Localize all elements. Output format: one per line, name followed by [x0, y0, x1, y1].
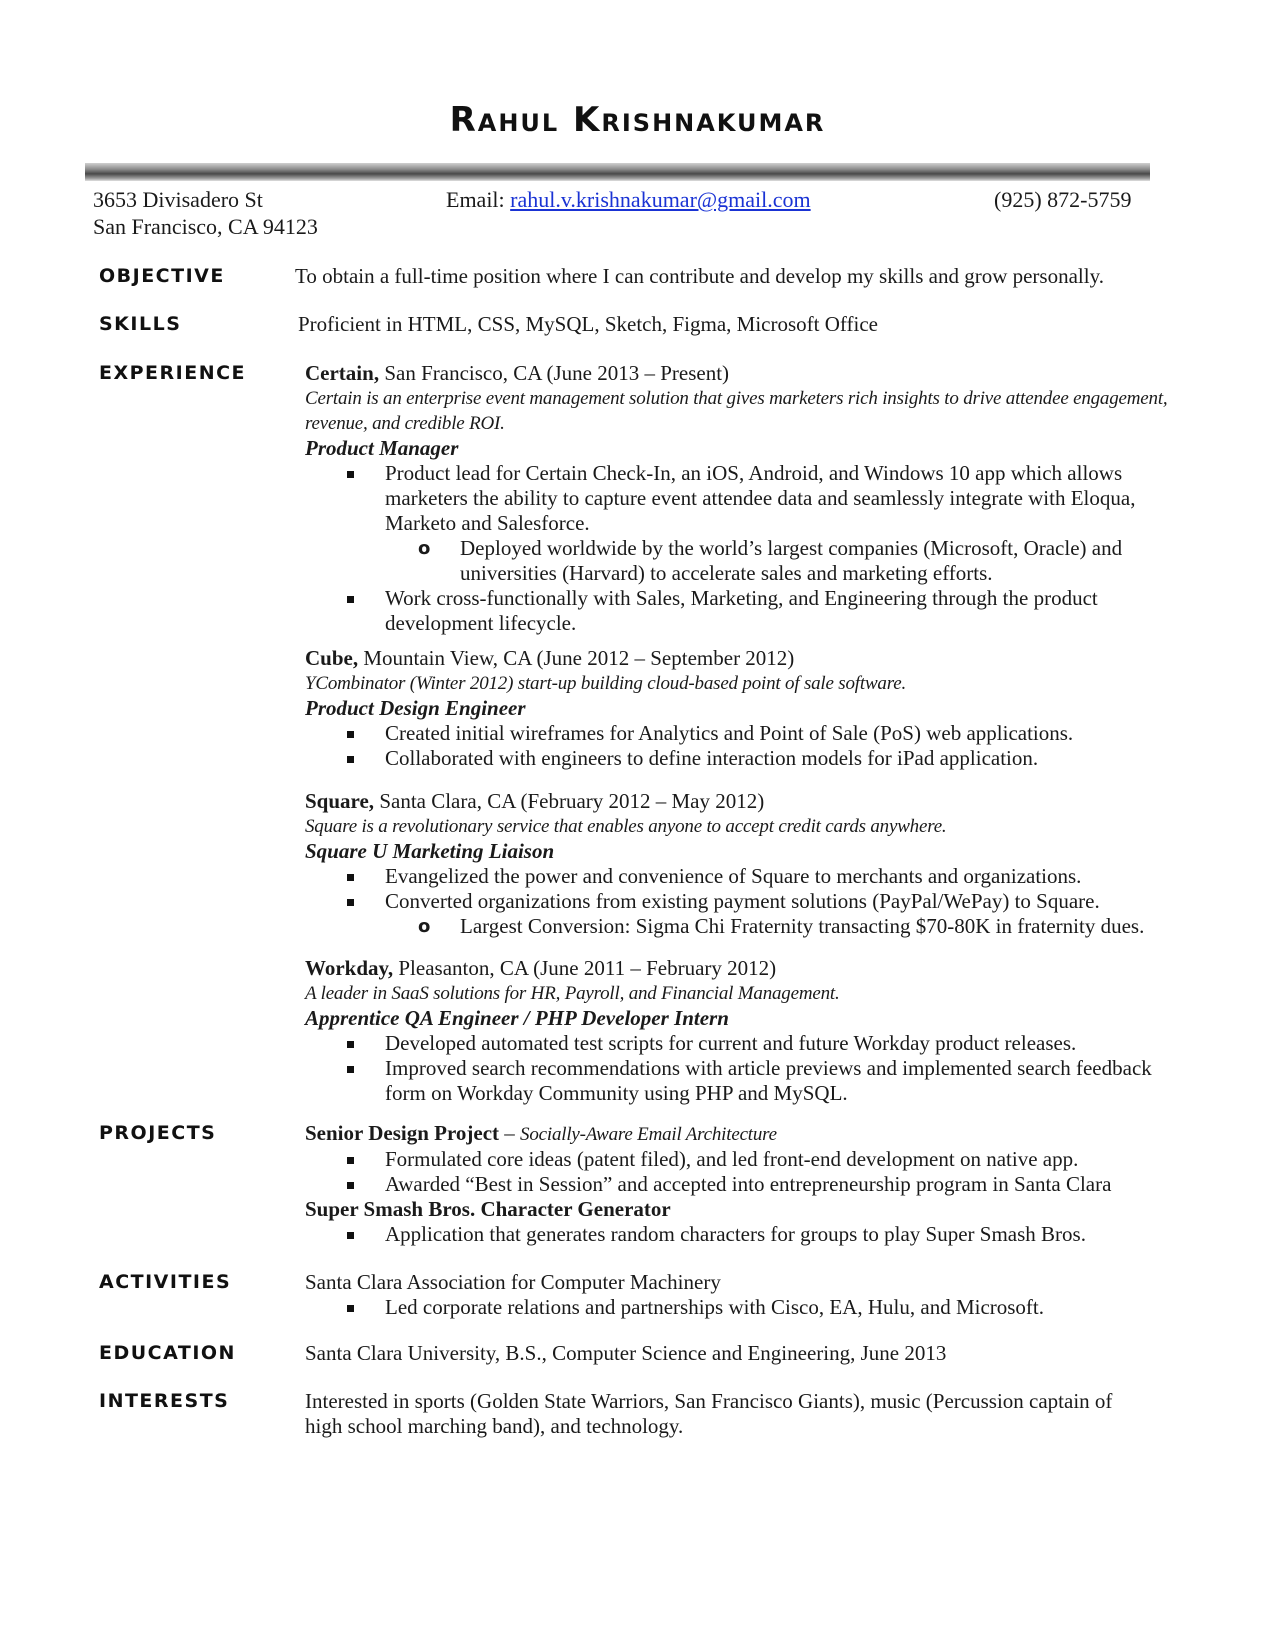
- company-name: Cube,: [305, 646, 359, 670]
- education-text: Santa Clara University, B.S., Computer Science and Engineering, June 2013: [305, 1341, 947, 1365]
- bullet-text: Created initial wireframes for Analytics and Point of Sale (PoS) web applications.: [385, 721, 1074, 745]
- company-name: Certain,: [305, 361, 380, 385]
- section-heading-experience: EXPERIENCE: [99, 362, 247, 384]
- project-header: [305, 1121, 1185, 1147]
- bullet-text: Led corporate relations and partnerships with Cisco, EA, Hulu, and Microsoft.: [385, 1295, 1045, 1319]
- project-bullets: [305, 1147, 1185, 1197]
- job-role: Product Manager: [305, 436, 459, 460]
- square-bullet-icon: [347, 1232, 354, 1239]
- job-header: [305, 789, 1185, 814]
- company-description: A leader in SaaS solutions for HR, Payroll, and Financial Management.: [305, 983, 840, 1004]
- list-item: [305, 721, 1185, 746]
- job-role: Apprentice QA Engineer / PHP Developer Intern: [305, 1006, 729, 1030]
- bullet-text: Application that generates random characters for groups to play Super Smash Bros.: [385, 1222, 1086, 1246]
- circle-bullet-icon: o: [418, 916, 431, 937]
- section-heading-projects: PROJECTS: [99, 1122, 217, 1144]
- list-item: [305, 1172, 1185, 1197]
- projects-block: [305, 1121, 1185, 1247]
- phone: (925) 872-5759: [994, 187, 1132, 212]
- company-description: YCombinator (Winter 2012) start-up building cloud-based point of sale software.: [305, 673, 906, 694]
- project-subtitle: Socially-Aware Email Architecture: [520, 1124, 777, 1145]
- bullet-text: Work cross-functionally with Sales, Marketing, and Engineering through the product development lifecycle.: [385, 586, 1098, 635]
- sub-bullets: [385, 536, 1185, 586]
- job-bullets: [305, 864, 1185, 939]
- square-bullet-icon: [347, 1066, 354, 1073]
- square-bullet-icon: [347, 874, 354, 881]
- email-label: Email:: [446, 187, 511, 212]
- bullet-text: Deployed worldwide by the world’s largest companies (Microsoft, Oracle) and universities (Harvard) to accelerate sales and marketing efforts.: [460, 536, 1123, 585]
- bullet-text: Largest Conversion: Sigma Chi Fraternity transacting $70-80K in fraternity dues.: [460, 914, 1145, 938]
- square-bullet-icon: [347, 731, 354, 738]
- job-header: [305, 956, 1185, 981]
- square-bullet-icon: [347, 1041, 354, 1048]
- square-bullet-icon: [347, 1305, 354, 1312]
- activities-block: [305, 1270, 1185, 1320]
- company-name: Workday,: [305, 956, 394, 980]
- job-location-dates: Santa Clara, CA (February 2012 – May 2012): [374, 789, 765, 813]
- address-line-1: 3653 Divisadero St: [93, 187, 263, 212]
- job-role: Square U Marketing Liaison: [305, 839, 555, 863]
- activity-bullets: [305, 1295, 1185, 1320]
- bullet-text: Converted organizations from existing payment solutions (PayPal/WePay) to Square.: [385, 889, 1100, 913]
- company-description: Square is a revolutionary service that enables anyone to accept credit cards anywhere.: [305, 816, 947, 837]
- project-separator: –: [499, 1121, 521, 1145]
- list-item: [305, 889, 1185, 939]
- job-certain: [305, 361, 1185, 636]
- list-item: [305, 1031, 1185, 1056]
- section-heading-objective: OBJECTIVE: [99, 265, 225, 287]
- list-item: [385, 536, 1185, 586]
- objective-text: To obtain a full-time position where I can contribute and develop my skills and grow personally.: [295, 264, 1104, 288]
- job-bullets: [305, 1031, 1185, 1106]
- list-item: [305, 1147, 1185, 1172]
- circle-bullet-icon: o: [418, 538, 431, 559]
- square-bullet-icon: [347, 596, 354, 603]
- square-bullet-icon: [347, 756, 354, 763]
- section-heading-skills: SKILLS: [99, 313, 182, 335]
- job-header: [305, 361, 1185, 386]
- resume-name: Rahul Krishnakumar: [449, 100, 826, 140]
- bullet-text: Evangelized the power and convenience of Square to merchants and organizations.: [385, 864, 1082, 888]
- address: [93, 186, 318, 240]
- bullet-text: Improved search recommendations with article previews and implemented search feedback form on Workday Community using PHP and MySQL.: [385, 1056, 1152, 1105]
- email-link[interactable]: rahul.v.krishnakumar@gmail.com: [510, 187, 811, 212]
- job-bullets: [305, 721, 1185, 771]
- list-item: [305, 1222, 1185, 1247]
- bullet-text: Formulated core ideas (patent filed), and led front-end development on native app.: [385, 1147, 1079, 1171]
- list-item: [305, 746, 1185, 771]
- list-item: [305, 1295, 1185, 1320]
- bullet-text: Developed automated test scripts for current and future Workday product releases.: [385, 1031, 1077, 1055]
- job-location-dates: San Francisco, CA (June 2013 – Present): [379, 361, 730, 385]
- sub-bullets: [385, 914, 1185, 939]
- section-heading-education: EDUCATION: [99, 1342, 236, 1364]
- job-workday: [305, 956, 1185, 1106]
- job-bullets: [305, 461, 1185, 636]
- bullet-text: Collaborated with engineers to define interaction models for iPad application.: [385, 746, 1039, 770]
- square-bullet-icon: [347, 1157, 354, 1164]
- list-item: [305, 1056, 1185, 1106]
- square-bullet-icon: [347, 1182, 354, 1189]
- project-title: Senior Design Project: [305, 1121, 500, 1145]
- section-heading-activities: ACTIVITIES: [99, 1271, 232, 1293]
- list-item: [385, 914, 1185, 939]
- job-location-dates: Pleasanton, CA (June 2011 – February 2012): [393, 956, 777, 980]
- project-title: Super Smash Bros. Character Generator: [305, 1197, 671, 1221]
- job-role: Product Design Engineer: [305, 696, 526, 720]
- job-header: [305, 646, 1185, 671]
- square-bullet-icon: [347, 899, 354, 906]
- list-item: [305, 461, 1185, 586]
- job-cube: [305, 646, 1185, 771]
- skills-text: Proficient in HTML, CSS, MySQL, Sketch, Figma, Microsoft Office: [298, 312, 878, 336]
- job-square: [305, 789, 1185, 939]
- email-line: [446, 186, 811, 213]
- company-name: Square,: [305, 789, 375, 813]
- bullet-text: Awarded “Best in Session” and accepted into entrepreneurship program in Santa Clara: [385, 1172, 1112, 1196]
- section-heading-interests: INTERESTS: [99, 1390, 230, 1412]
- job-location-dates: Mountain View, CA (June 2012 – September 2012): [358, 646, 795, 670]
- square-bullet-icon: [347, 471, 354, 478]
- interests-text: Interested in sports (Golden State Warriors, San Francisco Giants), music (Percussion captain of high school marching band), and technology.: [305, 1389, 1113, 1438]
- list-item: [305, 864, 1185, 889]
- list-item: [305, 586, 1185, 636]
- header-divider: [85, 163, 1150, 181]
- company-description: Certain is an enterprise event management solution that gives marketers rich insights to drive attendee engagement, revenue, and credible ROI.: [305, 388, 1168, 434]
- project-bullets: [305, 1222, 1185, 1247]
- activity-org: Santa Clara Association for Computer Machinery: [305, 1270, 721, 1294]
- bullet-text: Product lead for Certain Check-In, an iOS, Android, and Windows 10 app which allows marketers the ability to capture event attendee data and seamlessly integrate with Eloqua, Marketo and Salesforce.: [385, 461, 1136, 535]
- address-line-2: San Francisco, CA 94123: [93, 214, 318, 239]
